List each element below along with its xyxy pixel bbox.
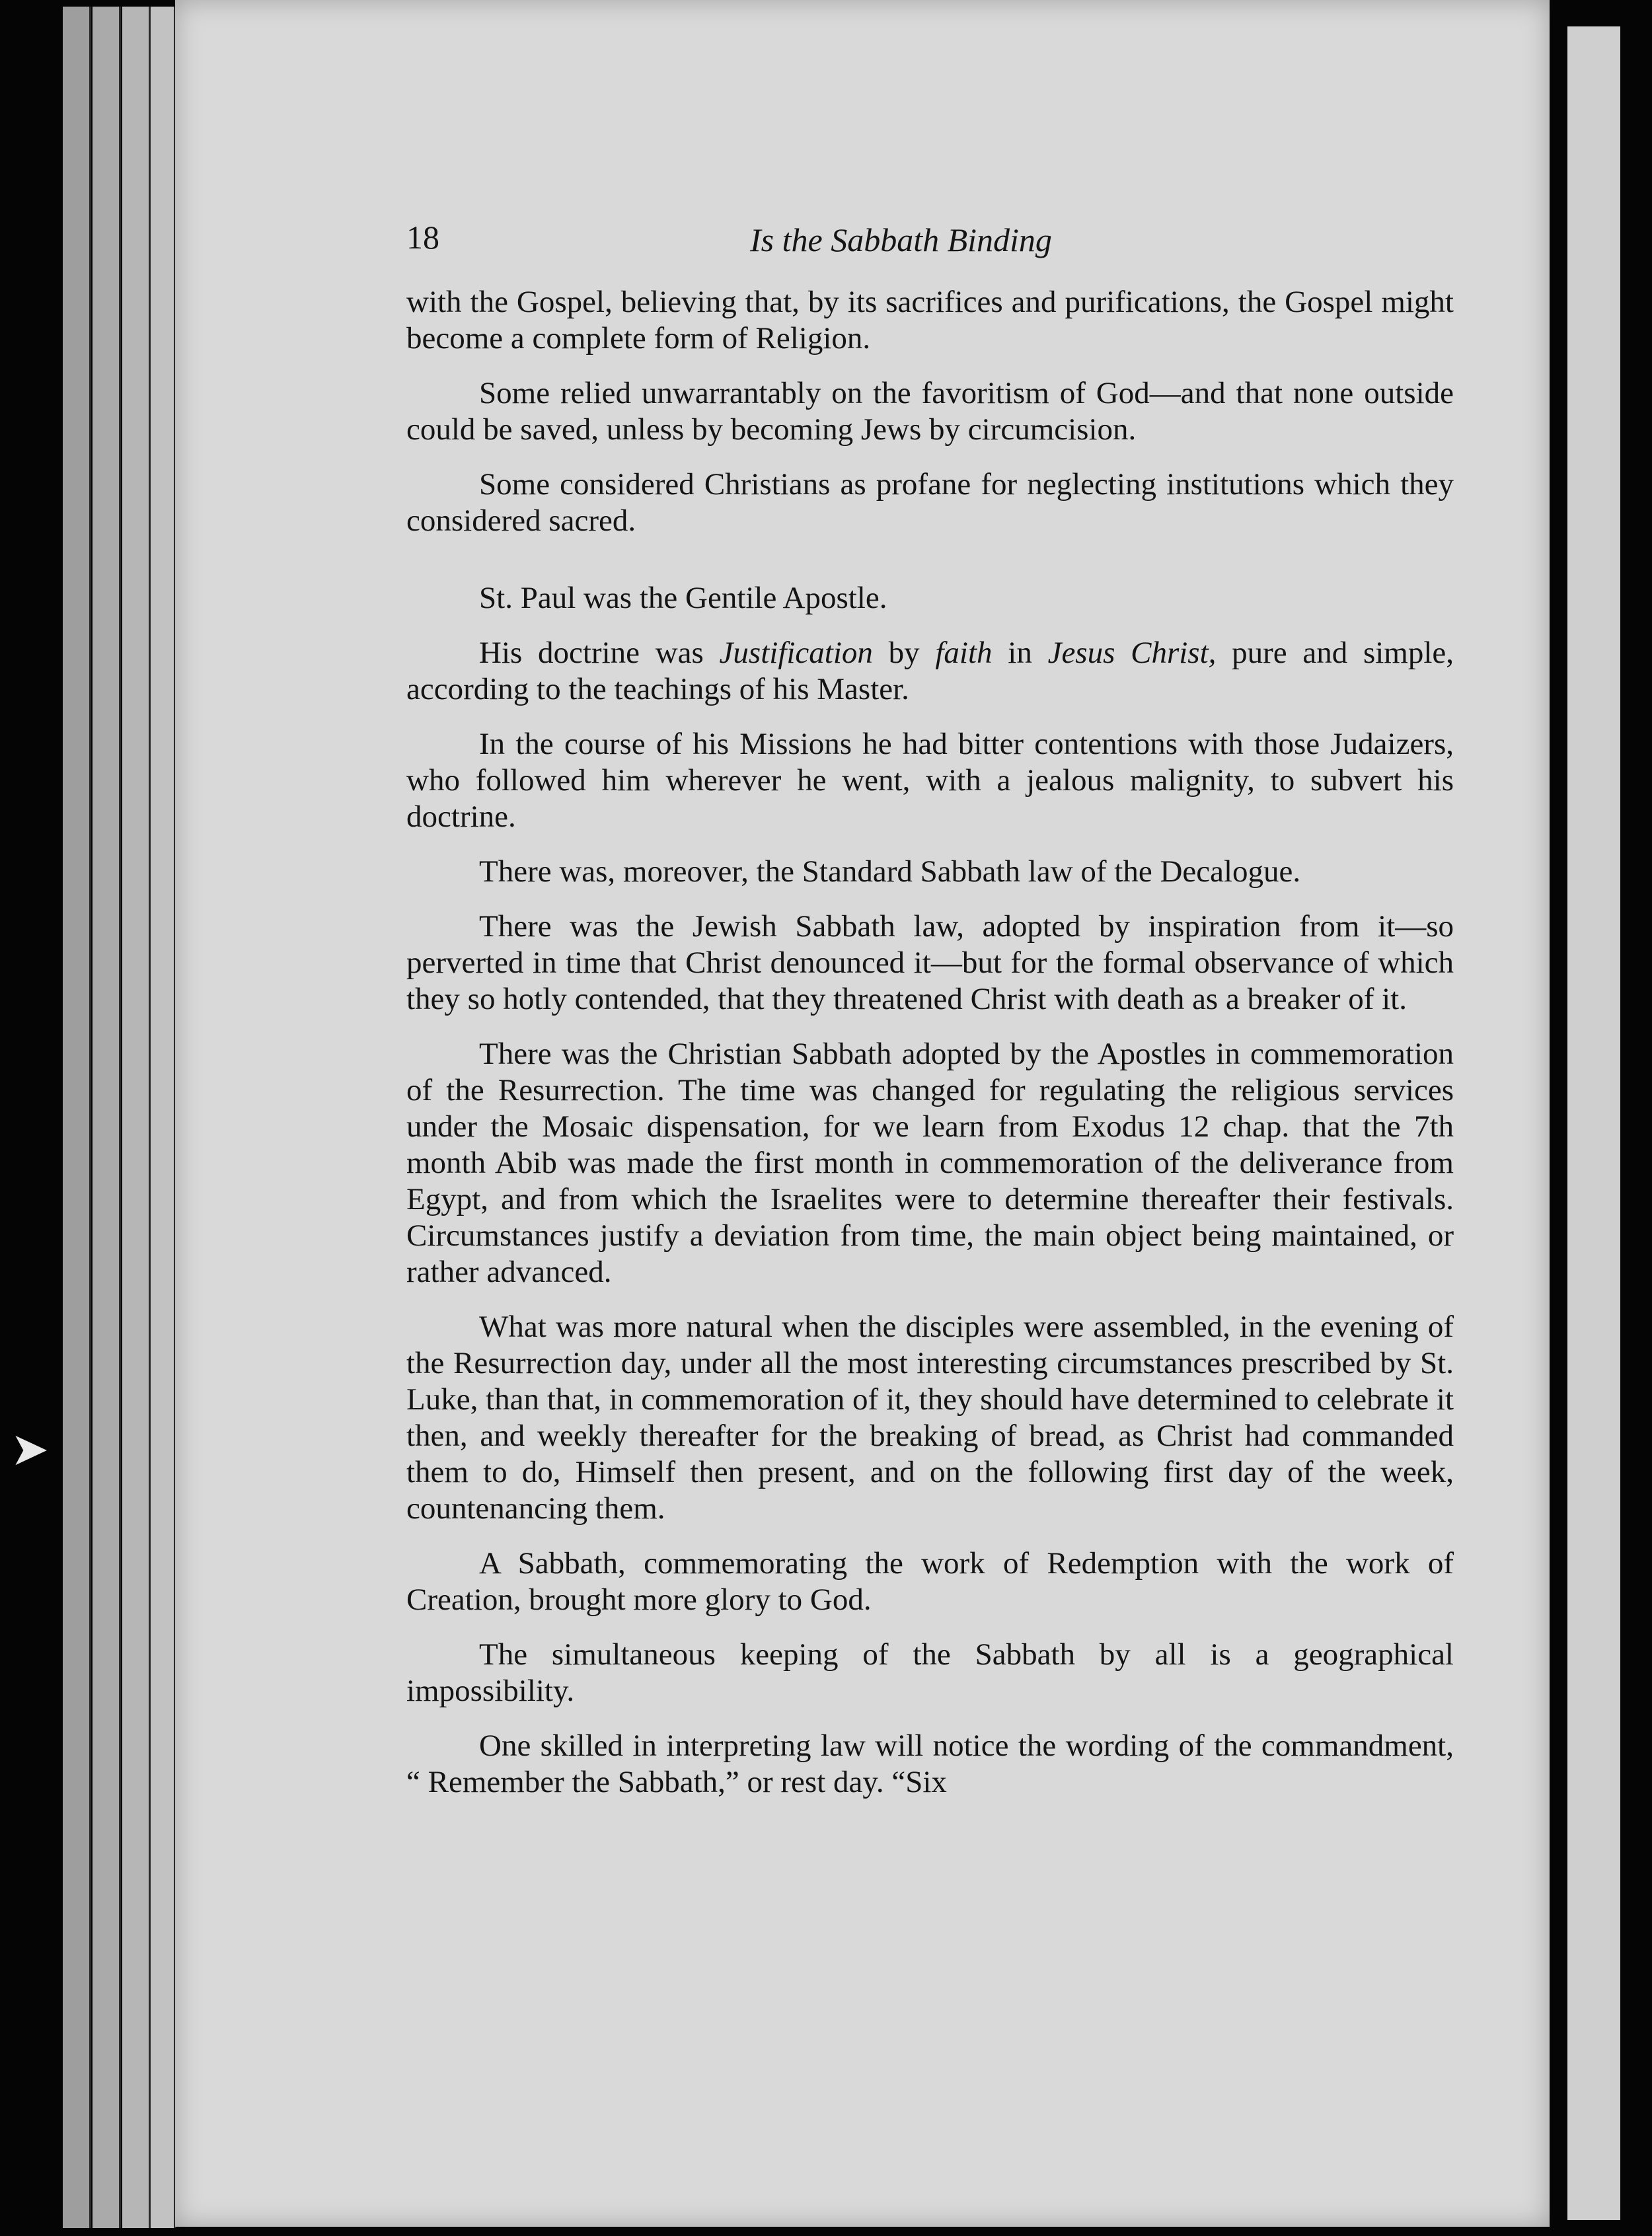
paragraph [406, 1728, 1454, 1801]
paragraph [406, 1637, 1454, 1709]
paragraph [406, 284, 1454, 357]
text-run: One skilled in interpreting law will notice the wording of the commandment, “ Remember the Sabbath,” or rest day. “Six [406, 1729, 1454, 1799]
text-run: with the Gospel, believing that, by its sacrifices and purifications, the Gospel might become a complete form of Religion. [406, 285, 1454, 355]
italic-text: faith [935, 636, 993, 670]
text-run: in [992, 636, 1048, 670]
paragraph [406, 580, 1454, 616]
text-run: by [872, 636, 936, 670]
binding-mark-icon: ➤ [10, 1425, 50, 1475]
running-title: Is the Sabbath Binding [750, 221, 1052, 258]
italic-text: Justification [719, 636, 873, 670]
text-run: There was the Christian Sabbath adopted by the Apostles in commemoration of the Resurrection. The time was changed for regulating the religious services under the Mosaic dispensation, for we learn from Exodus 12 chap. that the 7th month Abib was made the first month in commemoration of the deliverance from Egypt, and from which the Israelites were to determine thereafter their festivals. Circumstances justify a deviation from time, the main object being maintained, or rather advanced. [406, 1037, 1454, 1289]
italic-text: Jesus Christ, [1047, 636, 1217, 670]
page-edge [151, 7, 176, 2228]
paragraph [406, 1036, 1454, 1290]
page-header [406, 218, 1464, 271]
text-run: His doctrine was [479, 636, 720, 670]
paragraph [406, 375, 1454, 448]
text-run: The simultaneous keeping of the Sabbath by all is a geographical impossibility. [406, 1637, 1454, 1708]
paragraph [406, 1309, 1454, 1527]
text-run: A Sabbath, commemorating the work of Redemption with the work of Creation, brought more glory to God. [406, 1546, 1454, 1617]
paragraph [406, 1546, 1454, 1618]
paragraph [406, 726, 1454, 835]
paragraph [406, 854, 1454, 890]
paragraph [406, 466, 1454, 539]
text-run: In the course of his Missions he had bitter contentions with those Judaizers, who followed him wherever he went, with a jealous malignity, to subvert his doctrine. [406, 727, 1454, 834]
text-run: St. Paul was the Gentile Apostle. [479, 581, 887, 615]
text-run: There was, moreover, the Standard Sabbath law of the Decalogue. [479, 854, 1301, 889]
text-run: What was more natural when the disciples were assembled, in the evening of the Resurrection day, under all the most interesting circumstances prescribed by St. Luke, than that, in commemoration of it, they should have determined to celebrate it then, and weekly thereafter for the breaking of bread, as Christ had commanded them to do, Himself then present, and on the following first day of the week, countenancing them. [406, 1310, 1454, 1526]
text-run: Some relied unwarrantably on the favoritism of God—and that none outside could be saved, unless by becoming Jews by circumcision. [406, 376, 1454, 447]
text-run: Some considered Christians as profane for neglecting institutions which they considered sacred. [406, 467, 1454, 538]
text-run: There was the Jewish Sabbath law, adopted by inspiration from it—so perverted in time that Christ denounced it—but for the formal observance of which they so hotly contended, that they threatened Christ with death as a breaker of it. [406, 909, 1454, 1016]
page-edge [93, 7, 121, 2228]
paragraph [406, 909, 1454, 1018]
page-edge [122, 7, 151, 2228]
page-number: 18 [406, 219, 439, 256]
text-run: pure and simple, according to the teachings of his Master. [406, 636, 1454, 706]
facing-page-edge [1567, 26, 1620, 2220]
page-edge [63, 7, 91, 2228]
body-text [406, 284, 1454, 1819]
paragraph [406, 635, 1454, 708]
